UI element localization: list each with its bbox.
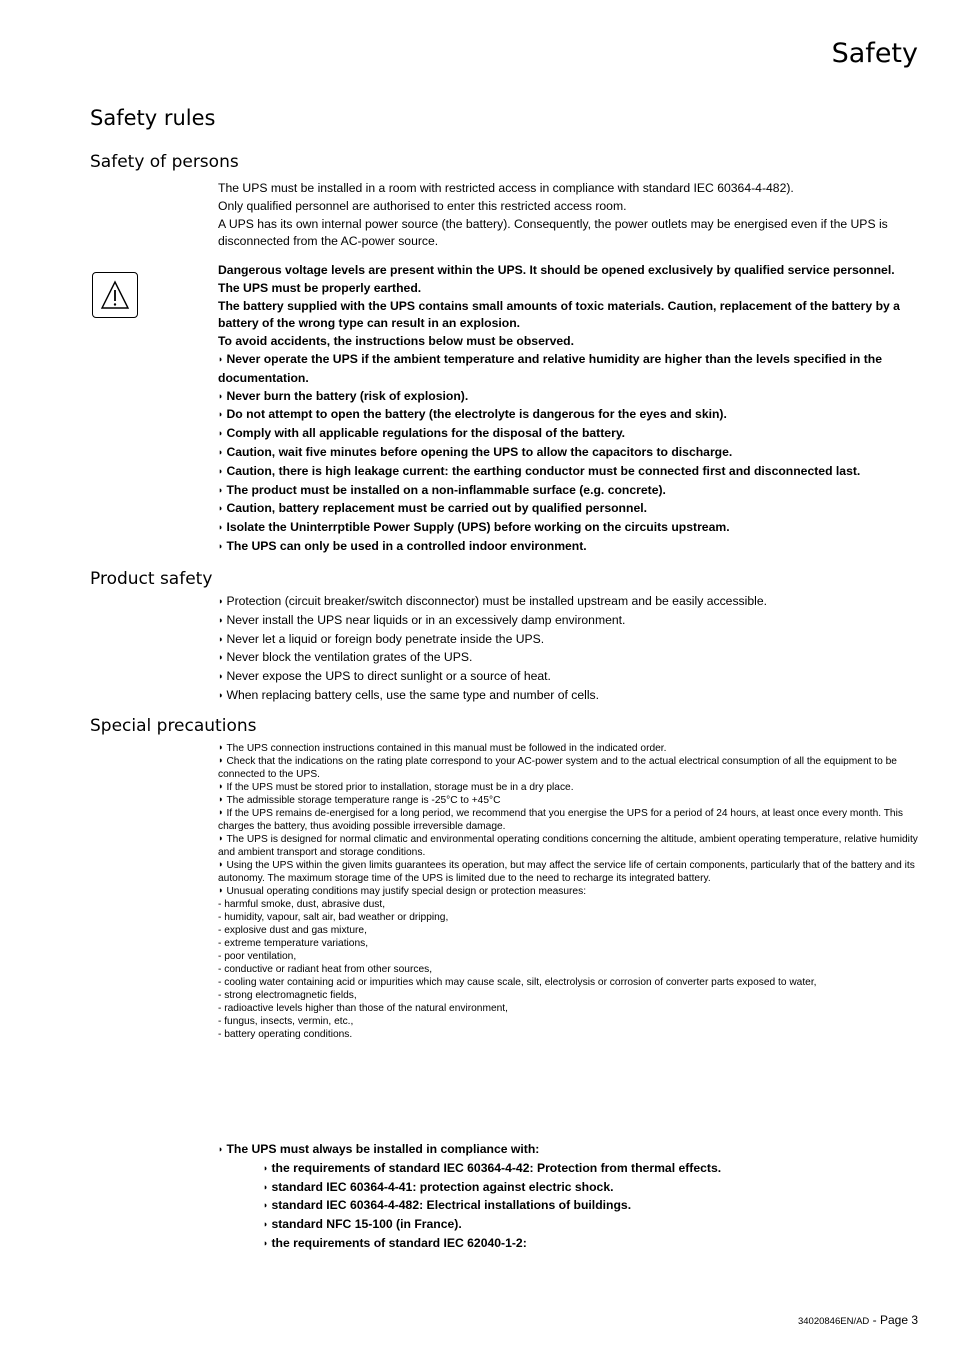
intro-paragraph: Only qualified personnel are authorised to enter this restricted access room. <box>218 198 627 213</box>
section-header: Safety <box>831 38 918 69</box>
heading-product-safety: Product safety <box>90 569 213 589</box>
precaution-bullet: ◗ If the UPS must be stored prior to installation, storage must be in a dry place. <box>218 781 918 794</box>
product-bullet: ◗ Never let a liquid or foreign body penetrate inside the UPS. <box>218 631 920 650</box>
page-footer <box>798 1313 918 1327</box>
condition-item: - extreme temperature variations, <box>218 938 369 949</box>
compliance-item: ◗ standard IEC 60364-4-482: Electrical installations of buildings. <box>218 1197 920 1216</box>
compliance-item: ◗ the requirements of standard IEC 60364-4-42: Protection from thermal effects. <box>218 1160 920 1179</box>
warning-bullet: ◗ Caution, battery replacement must be carried out by qualified personnel. <box>218 500 920 519</box>
precaution-bullet: ◗ The UPS is designed for normal climatic and environmental operating conditions concerning the altitude, ambient operating temperature, relative humidity and ambient transport and storage conditions. <box>218 833 918 859</box>
precaution-bullet: ◗ The admissible storage temperature range is -25°C to +45°C <box>218 794 918 807</box>
warning-bullet: ◗ Isolate the Uninterrptible Power Supply (UPS) before working on the circuits upstream. <box>218 519 920 538</box>
persons-intro <box>218 180 920 251</box>
condition-item: - battery operating conditions. <box>218 1029 353 1040</box>
warning-bullet: ◗ Caution, there is high leakage current: the earthing conductor must be connected first and disconnected last. <box>218 463 920 482</box>
warning-bullet: ◗ The product must be installed on a non-inflammable surface (e.g. concrete). <box>218 482 920 501</box>
condition-item: - humidity, vapour, salt air, bad weather or dripping, <box>218 912 449 923</box>
compliance-block <box>218 1141 920 1254</box>
warning-line: The battery supplied with the UPS contains small amounts of toxic materials. Caution, replacement of the battery by a battery of the wrong type can result in an explosion. <box>218 298 900 331</box>
page-number: - Page 3 <box>869 1313 918 1327</box>
precaution-bullet: ◗ Using the UPS within the given limits guarantees its operation, but may affect the service life of certain components, particularly that of the battery and its autonomy. The maximum storage time of the UPS is limited due to the need to recharge its integrated battery. <box>218 859 918 885</box>
warning-line: To avoid accidents, the instructions below must be observed. <box>218 334 574 349</box>
condition-item: - cooling water containing acid or impurities which may cause scale, silt, electrolysis or corrosion of converter parts exposed to water, <box>218 977 817 988</box>
warning-block <box>218 262 920 557</box>
page-title: Safety rules <box>90 106 216 130</box>
product-bullet: ◗ Never expose the UPS to direct sunlight or a source of heat. <box>218 668 920 687</box>
condition-item: - radioactive levels higher than those of the natural environment, <box>218 1003 508 1014</box>
compliance-item: ◗ standard NFC 15-100 (in France). <box>218 1216 920 1235</box>
document-code: 34020846EN/AD <box>797 1316 870 1327</box>
warning-bullet: ◗ Caution, wait five minutes before opening the UPS to allow the capacitors to discharge. <box>218 444 920 463</box>
heading-safety-of-persons: Safety of persons <box>90 152 239 172</box>
product-bullet: ◗ Protection (circuit breaker/switch disconnector) must be installed upstream and be easily accessible. <box>218 593 920 612</box>
product-bullet: ◗ Never install the UPS near liquids or in an excessively damp environment. <box>218 612 920 631</box>
condition-item: - fungus, insects, vermin, etc., <box>218 1016 354 1027</box>
condition-item: - explosive dust and gas mixture, <box>218 925 367 936</box>
intro-paragraph: A UPS has its own internal power source (the battery). Consequently, the power outlets may be energised even if the UPS is disconnected from the AC-power source. <box>218 216 888 249</box>
compliance-item: ◗ standard IEC 60364-4-41: protection against electric shock. <box>218 1179 920 1198</box>
product-bullet: ◗ Never block the ventilation grates of the UPS. <box>218 649 920 668</box>
condition-item: - poor ventilation, <box>218 951 297 962</box>
product-bullets <box>218 593 920 706</box>
warning-line: Dangerous voltage levels are present within the UPS. It should be opened exclusively by qualified service personnel. <box>218 263 895 277</box>
precaution-bullet: ◗ Check that the indications on the rating plate correspond to your AC-power system and to the actual electrical consumption of all the equipment to be connected to the UPS. <box>218 755 918 781</box>
compliance-item: ◗ the requirements of standard IEC 62040-1-2: <box>218 1235 920 1254</box>
warning-bullet: ◗ The UPS can only be used in a controlled indoor environment. <box>218 538 920 557</box>
warning-bullet: ◗ Do not attempt to open the battery (the electrolyte is dangerous for the eyes and skin). <box>218 406 920 425</box>
heading-special-precautions: Special precautions <box>90 716 257 736</box>
precaution-bullet: ◗ If the UPS remains de-energised for a long period, we recommend that you energise the UPS for a period of 24 hours, at least once every month. This charges the battery, thus avoiding possible irreversible damage. <box>218 807 918 833</box>
precaution-bullet: ◗ The UPS connection instructions contained in this manual must be followed in the indicated order. <box>218 742 918 755</box>
compliance-lead: ◗ The UPS must always be installed in compliance with: <box>218 1141 920 1160</box>
special-bullets <box>218 742 918 1041</box>
product-bullet: ◗ When replacing battery cells, use the same type and number of cells. <box>218 687 920 706</box>
precaution-bullet: ◗ Unusual operating conditions may justify special design or protection measures: <box>218 885 918 898</box>
warning-bullet: ◗ Never burn the battery (risk of explosion). <box>218 388 920 407</box>
condition-item: - harmful smoke, dust, abrasive dust, <box>218 899 386 910</box>
warning-bullet: ◗ Comply with all applicable regulations for the disposal of the battery. <box>218 425 920 444</box>
warning-bullet: ◗ Never operate the UPS if the ambient temperature and relative humidity are higher than the levels specified in the documentation. <box>218 351 920 388</box>
warning-icon <box>92 272 138 318</box>
intro-paragraph: The UPS must be installed in a room with restricted access in compliance with standard IEC 60364-4-482). <box>218 181 794 195</box>
condition-item: - strong electromagnetic fields, <box>218 990 357 1001</box>
warning-line: The UPS must be properly earthed. <box>218 280 422 295</box>
condition-item: - conductive or radiant heat from other sources, <box>218 964 433 975</box>
